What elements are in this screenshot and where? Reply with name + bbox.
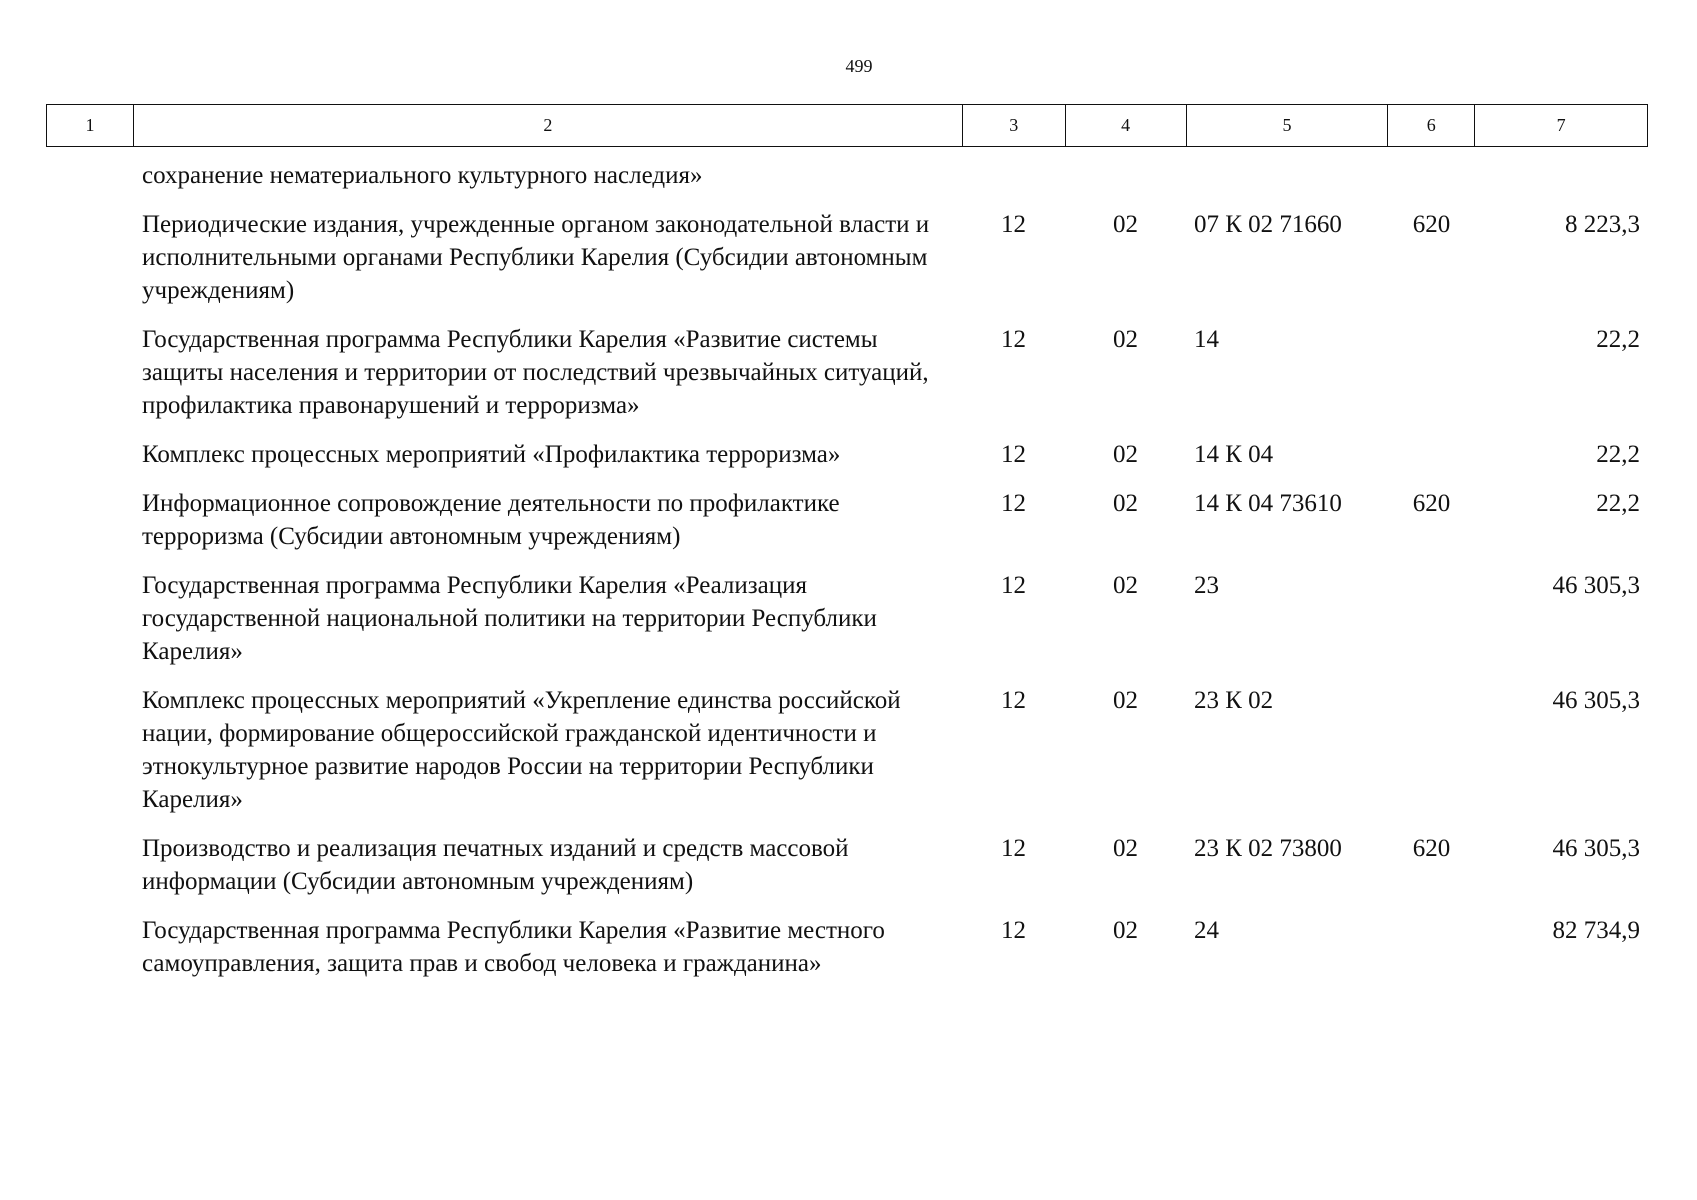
row-amount: 46 305,3	[1552, 572, 1640, 599]
row-section: 12	[1001, 687, 1026, 714]
header-col-6: 6	[1387, 105, 1474, 146]
row-section: 12	[1001, 441, 1026, 468]
row-target: 14 К 04 73610	[1194, 490, 1342, 517]
row-name: Государственная программа Республики Карелия «Развитие местного самоуправления, защита прав и свобод человека и гражданина»	[142, 917, 885, 977]
row-type	[1388, 438, 1475, 471]
row-name: Государственная программа Республики Карелия «Развитие системы защиты населения и территории от последствий чрезвычайных ситуаций, профилактика правонарушений и терроризма»	[142, 326, 929, 419]
row-type: 620	[1412, 211, 1451, 238]
table-row	[46, 569, 1648, 668]
row-target: 14 К 04	[1194, 441, 1274, 468]
header-col-4: 4	[1065, 105, 1186, 146]
row-subsection	[1065, 159, 1186, 192]
row-amount: 46 305,3	[1552, 687, 1640, 714]
row-amount	[1475, 159, 1648, 192]
row-section	[962, 159, 1065, 192]
row-section: 12	[1001, 211, 1026, 238]
row-type	[1388, 914, 1475, 980]
row-name: сохранение нематериального культурного наследия»	[142, 162, 703, 189]
header-col-2: 2	[133, 105, 962, 146]
row-name: Информационное сопровождение деятельности по профилактике терроризма (Субсидии автономным учреждениям)	[142, 490, 840, 550]
row-target: 14	[1194, 326, 1219, 353]
header-col-7: 7	[1474, 105, 1647, 146]
row-subsection: 02	[1113, 835, 1138, 862]
table-row	[46, 832, 1648, 898]
table-row	[46, 487, 1648, 553]
row-amount: 22,2	[1596, 326, 1640, 353]
row-subsection: 02	[1113, 490, 1138, 517]
row-amount: 22,2	[1596, 490, 1640, 517]
page-number: 499	[845, 56, 873, 76]
table-row	[46, 914, 1648, 980]
row-section: 12	[1001, 835, 1026, 862]
table-header	[46, 104, 1648, 147]
row-target: 24	[1194, 917, 1219, 944]
row-section: 12	[1001, 917, 1026, 944]
row-col-1	[46, 569, 132, 668]
row-subsection: 02	[1113, 687, 1138, 714]
row-col-1	[46, 208, 132, 307]
row-name: Периодические издания, учрежденные органом законодательной власти и исполнительными органами Республики Карелия (Субсидии автономным учреждениям)	[142, 211, 930, 304]
row-target: 23 К 02	[1194, 687, 1274, 714]
table-row	[46, 159, 1648, 192]
row-subsection: 02	[1113, 211, 1138, 238]
row-target	[1186, 159, 1388, 192]
table-row	[46, 323, 1648, 422]
row-amount: 8 223,3	[1565, 211, 1640, 238]
row-amount: 46 305,3	[1552, 835, 1640, 862]
header-col-5: 5	[1186, 105, 1388, 146]
row-name: Производство и реализация печатных изданий и средств массовой информации (Субсидии автономным учреждениям)	[142, 835, 849, 895]
table-row	[46, 438, 1648, 471]
row-subsection: 02	[1113, 917, 1138, 944]
row-col-1	[46, 159, 132, 192]
row-name: Комплекс процессных мероприятий «Укрепление единства российской нации, формирование общероссийской гражданской идентичности и этнокультурное развитие народов России на территории Республики Карелия»	[142, 687, 901, 813]
row-amount: 22,2	[1596, 441, 1640, 468]
row-section: 12	[1001, 490, 1026, 517]
row-amount: 82 734,9	[1552, 917, 1640, 944]
row-name: Комплекс процессных мероприятий «Профилактика терроризма»	[142, 441, 841, 468]
row-section: 12	[1001, 572, 1026, 599]
row-target: 23	[1194, 572, 1219, 599]
row-type	[1388, 323, 1475, 422]
row-col-1	[46, 438, 132, 471]
row-col-1	[46, 914, 132, 980]
row-subsection: 02	[1113, 326, 1138, 353]
row-section: 12	[1001, 326, 1026, 353]
row-type	[1388, 684, 1475, 816]
row-type: 620	[1412, 835, 1451, 862]
table-row	[46, 684, 1648, 816]
row-type	[1388, 569, 1475, 668]
header-col-1: 1	[85, 115, 95, 135]
row-subsection: 02	[1113, 441, 1138, 468]
row-col-1	[46, 487, 132, 553]
table-row	[46, 208, 1648, 307]
row-subsection: 02	[1113, 572, 1138, 599]
row-type	[1388, 159, 1475, 192]
table-body	[46, 159, 1648, 996]
row-col-1	[46, 323, 132, 422]
row-target: 23 К 02 73800	[1194, 835, 1342, 862]
header-col-3: 3	[962, 105, 1065, 146]
row-target: 07 К 02 71660	[1194, 211, 1342, 238]
row-name: Государственная программа Республики Карелия «Реализация государственной национальной политики на территории Республики Карелия»	[142, 572, 877, 665]
row-col-1	[46, 832, 132, 898]
row-type: 620	[1412, 490, 1451, 517]
row-col-1	[46, 684, 132, 816]
